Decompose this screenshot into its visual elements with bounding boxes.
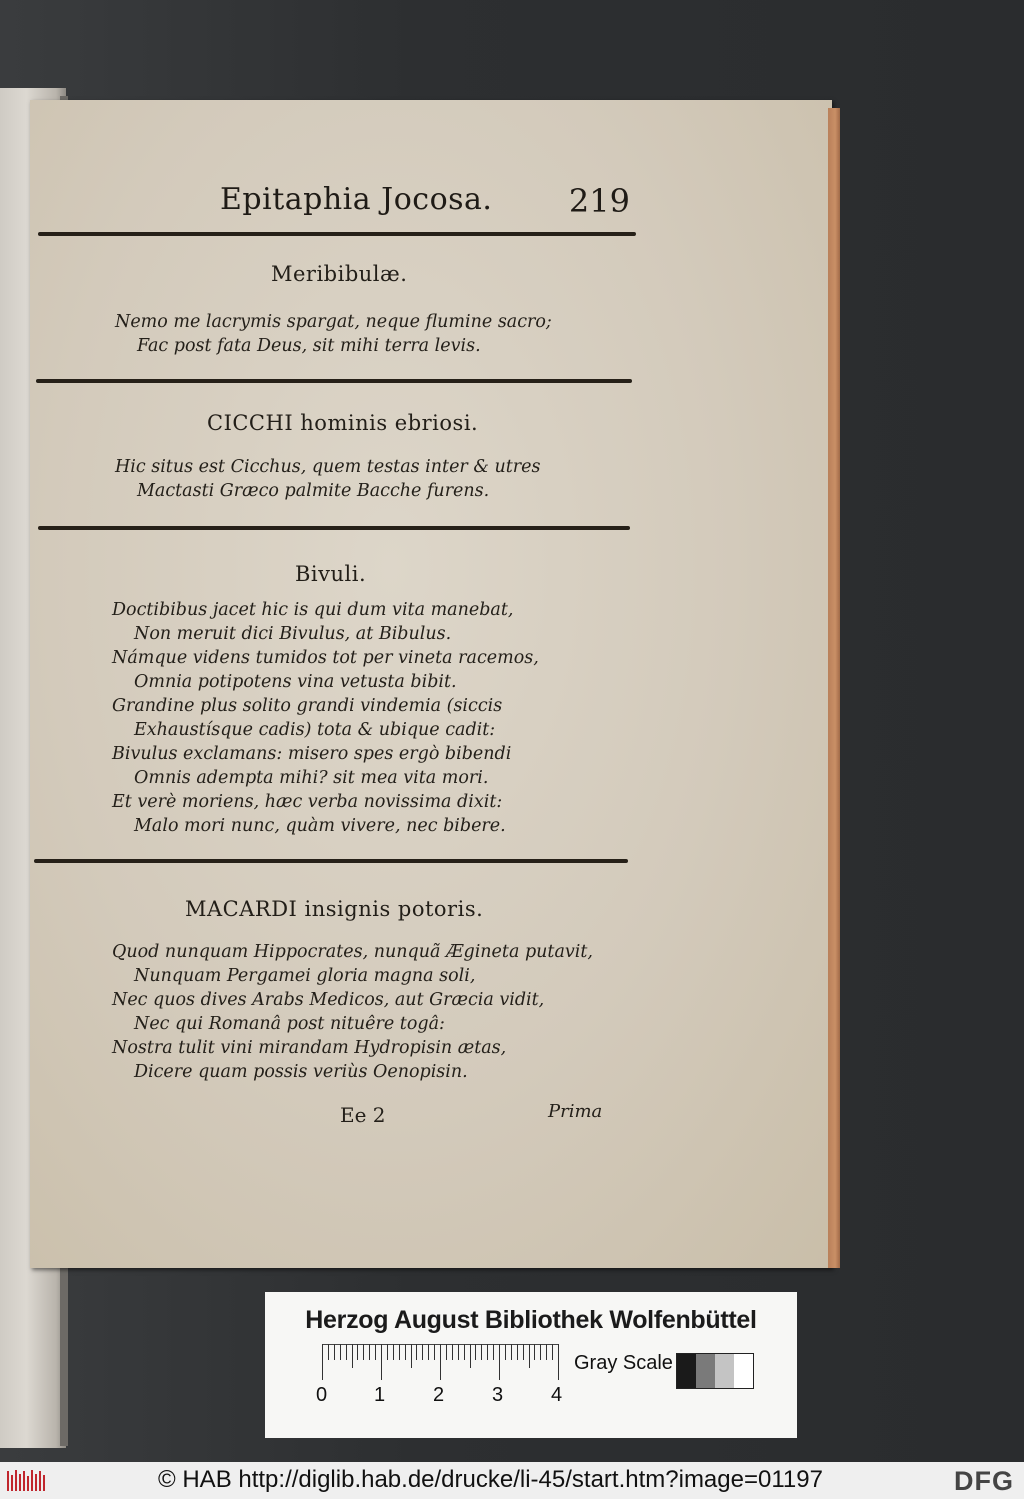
- swatch: [696, 1354, 715, 1388]
- ruler-number: 3: [492, 1384, 504, 1406]
- verse-line: Malo mori nunc, quàm vivere, nec bibere.: [134, 816, 506, 836]
- swatch: [734, 1354, 753, 1388]
- verse-line: Nec qui Romanâ post nituêre togâ:: [134, 1014, 445, 1034]
- gray-scale-label: Gray Scale: [574, 1352, 673, 1374]
- section-rule: [34, 859, 628, 863]
- ruler-tick: [381, 1344, 382, 1380]
- ruler-tick: [458, 1344, 459, 1360]
- card-title: Herzog August Bibliothek Wolfenbüttel: [305, 1306, 757, 1334]
- page-header: [180, 182, 640, 222]
- ruler-tick: [346, 1344, 347, 1360]
- epitaph-verse: [115, 455, 735, 503]
- verse-line: Non meruit dici Bivulus, at Bibulus.: [134, 624, 452, 644]
- footer-bar: [0, 1462, 1024, 1499]
- ruler-tick: [334, 1344, 335, 1360]
- ruler-tick: [523, 1344, 524, 1360]
- ruler-number: 1: [374, 1384, 386, 1406]
- ruler-tick: [534, 1344, 535, 1360]
- epitaph-title: Bivuli.: [295, 562, 367, 586]
- ruler-tick: [446, 1344, 447, 1360]
- verse-line: Fac post fata Deus, sit mihi terra levis.: [137, 336, 481, 356]
- ruler-tick: [422, 1344, 423, 1360]
- ruler-tick: [352, 1344, 353, 1368]
- ruler-tick: [322, 1344, 323, 1380]
- ruler-tick: [434, 1344, 435, 1360]
- ruler-tick: [405, 1344, 406, 1360]
- gray-scale-swatches: [676, 1353, 754, 1389]
- verse-line: Omnis adempta mihi? sit mea vita mori.: [134, 768, 489, 788]
- ruler-tick: [540, 1344, 541, 1360]
- ruler-tick: [546, 1344, 547, 1360]
- epitaph-title: CICCHI hominis ebriosi.: [207, 411, 479, 435]
- verse-line: Nec quos dives Arabs Medicos, aut Græcia vidit,: [112, 990, 545, 1010]
- epitaph-verse: [112, 940, 732, 1084]
- copyright-link[interactable]: © HAB http://diglib.hab.de/drucke/li-45/start.htm?image=01197: [158, 1466, 823, 1493]
- swatch: [677, 1354, 696, 1388]
- ruler-tick: [470, 1344, 471, 1368]
- verse-line: Bivulus exclamans: misero spes ergò bibendi: [112, 744, 512, 764]
- section-rule: [38, 526, 630, 530]
- ruler-tick: [487, 1344, 488, 1360]
- verse-line: Nostra tulit vini mirandam Hydropisin ætas,: [112, 1038, 507, 1058]
- ruler-tick: [328, 1344, 329, 1360]
- verse-line: Nunquam Pergamei gloria magna soli,: [134, 966, 476, 986]
- header-rule: [38, 232, 636, 236]
- ruler-tick: [475, 1344, 476, 1360]
- ruler-tick: [340, 1344, 341, 1360]
- section-rule: [36, 379, 632, 383]
- running-head: Epitaphia Jocosa.: [220, 182, 493, 217]
- ruler-tick: [369, 1344, 370, 1360]
- ruler-tick: [393, 1344, 394, 1360]
- ruler-tick: [464, 1344, 465, 1360]
- epitaph-title: Meribibulæ.: [271, 262, 408, 286]
- catchword: Prima: [548, 1101, 603, 1122]
- page-fore-edge: [828, 108, 840, 1268]
- ruler-tick: [375, 1344, 376, 1360]
- ruler-number: 4: [551, 1384, 563, 1406]
- ruler-tick: [357, 1344, 358, 1360]
- ruler-tick: [452, 1344, 453, 1360]
- ruler-tick: [517, 1344, 518, 1360]
- ruler-tick: [387, 1344, 388, 1360]
- epitaph-title: MACARDI insignis potoris.: [185, 897, 484, 921]
- verse-line: Mactasti Græco palmite Bacche furens.: [137, 481, 490, 501]
- verse-line: Omnia potipotens vina vetusta bibit.: [134, 672, 457, 692]
- signature-mark: Ee 2: [340, 1103, 386, 1127]
- epitaph-verse: [115, 310, 735, 358]
- verse-line: Exhaustísque cadis) tota & ubique cadit:: [134, 720, 496, 740]
- hab-logo-icon: [6, 1468, 50, 1494]
- verse-line: Doctibibus jacet hic is qui dum vita manebat,: [112, 600, 514, 620]
- ruler-tick: [399, 1344, 400, 1360]
- ruler-tick: [416, 1344, 417, 1360]
- verse-line: Quod nunquam Hippocrates, nunquã Ægineta putavit,: [112, 942, 593, 962]
- ruler-tick: [428, 1344, 429, 1360]
- ruler-tick: [552, 1344, 553, 1360]
- ruler-tick: [493, 1344, 494, 1360]
- dfg-logo: DFG: [954, 1466, 1014, 1496]
- ruler-number: 0: [316, 1384, 328, 1406]
- ruler-tick: [440, 1344, 441, 1380]
- page-number: 219: [568, 182, 630, 220]
- ruler-tick: [481, 1344, 482, 1360]
- ruler-number: 2: [433, 1384, 445, 1406]
- verse-line: Grandine plus solito grandi vindemia (siccis: [112, 696, 503, 716]
- ruler-tick: [505, 1344, 506, 1360]
- verse-line: Nemo me lacrymis spargat, neque flumine sacro;: [115, 312, 552, 332]
- library-color-card: [265, 1292, 797, 1438]
- swatch: [715, 1354, 734, 1388]
- verse-line: Et verè moriens, hæc verba novissima dixit:: [112, 792, 503, 812]
- verse-line: Dicere quam possis veriùs Oenopisin.: [134, 1062, 468, 1082]
- ruler-tick: [529, 1344, 530, 1368]
- verse-line: Hic situs est Cicchus, quem testas inter & utres: [115, 457, 541, 477]
- scale-ruler: [322, 1344, 558, 1386]
- ruler-tick: [558, 1344, 559, 1380]
- ruler-tick: [511, 1344, 512, 1360]
- ruler-tick: [363, 1344, 364, 1360]
- epitaph-verse: [112, 598, 732, 838]
- verse-line: Námque videns tumidos tot per vineta racemos,: [112, 648, 539, 668]
- ruler-tick: [411, 1344, 412, 1368]
- ruler-tick: [499, 1344, 500, 1380]
